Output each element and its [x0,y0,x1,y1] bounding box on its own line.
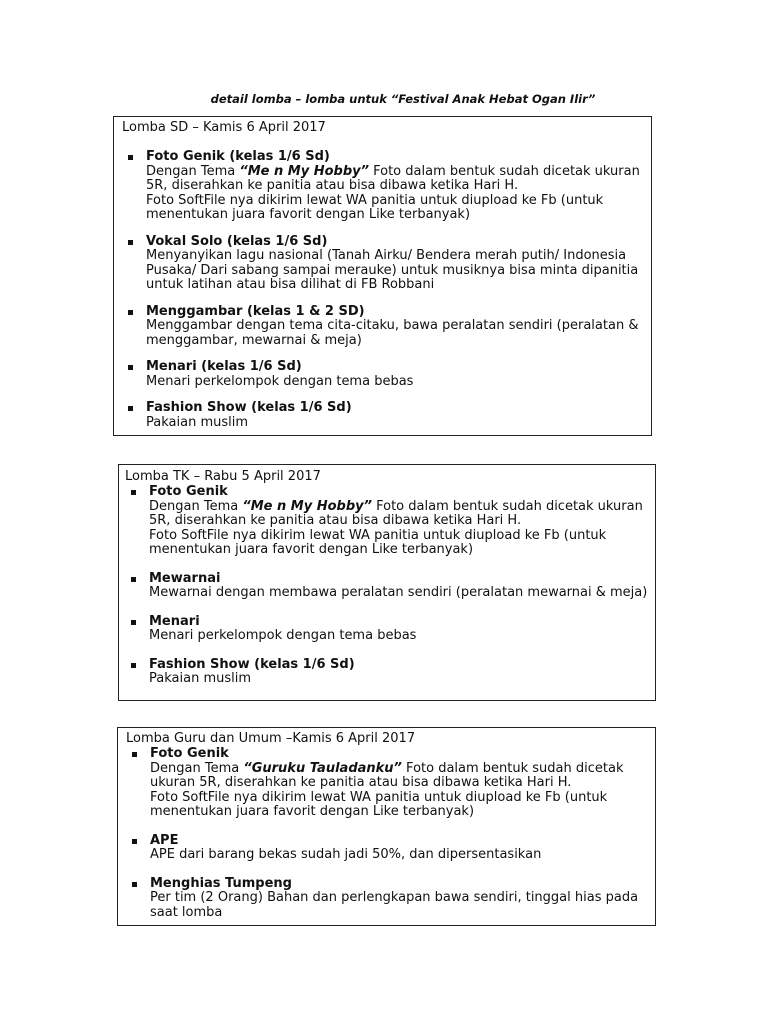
item-description-2: Foto SoftFile nya dikirim lewat WA panitia untuk diupload ke Fb (untuk menentukan juara favorit dengan Like terbanyak) [146,192,604,222]
section-header: Lomba SD – Kamis 6 April 2017 [122,120,326,135]
competition-list [125,485,655,687]
list-item [125,658,655,687]
item-description: Menggambar dengan tema cita-citaku, bawa peralatan sendiri (peralatan & menggambar, mewarnai & meja) [146,318,639,348]
competition-list [126,747,655,920]
list-item [125,615,655,644]
item-title: Menghias Tumpeng [150,875,292,891]
item-description: Dengan Tema “Me n My Hobby” Foto dalam bentuk sudah dicetak ukuran 5R, diserahkan ke panitia atau bisa dibawa ketika Hari H. [149,498,643,528]
item-title: APE [150,832,179,848]
list-item [125,572,655,601]
list-item [122,305,651,349]
section-header: Lomba TK – Rabu 5 April 2017 [125,469,321,484]
item-description: Pakaian muslim [149,671,252,686]
item-description: Menyanyikan lagu nasional (Tanah Airku/ Bendera merah putih/ Indonesia Pusaka/ Dari sabang sampai merauke) untuk musiknya bisa minta dipanitia untuk latihan atau bisa dilihat di FB Robbani [146,248,639,292]
item-description-2: Foto SoftFile nya dikirim lewat WA panitia untuk diupload ke Fb (untuk menentukan juara favorit dengan Like terbanyak) [149,527,607,557]
section-lomba-tk [118,464,656,701]
item-description: Dengan Tema “Me n My Hobby” Foto dalam bentuk sudah dicetak ukuran 5R, diserahkan ke panitia atau bisa dibawa ketika Hari H. [146,163,640,193]
document-title: detail lomba – lomba untuk “Festival Anak Hebat Ogan Ilir” [210,92,596,106]
competition-list [122,150,651,430]
item-title: Foto Genik (kelas 1/6 Sd) [146,149,330,164]
item-description: Menari perkelompok dengan tema bebas [146,373,414,389]
list-item [122,360,651,389]
item-description: Per tim (2 Orang) Bahan dan perlengkapan bawa sendiri, tinggal hias pada saat lomba [150,890,639,920]
item-title: Vokal Solo (kelas 1/6 Sd) [146,233,328,249]
item-title: Fashion Show (kelas 1/6 Sd) [146,400,352,415]
item-title: Mewarnai [149,570,221,586]
list-item [126,834,655,863]
item-description: Menari perkelompok dengan tema bebas [149,628,417,643]
list-item [125,485,655,558]
item-description: Mewarnai dengan membawa peralatan sendiri (peralatan mewarnai & meja) [149,585,648,600]
list-item [122,401,651,430]
theme-text: “Me n My Hobby” [242,498,372,514]
item-title: Menari (kelas 1/6 Sd) [146,359,302,374]
list-item [122,150,651,223]
item-title: Menggambar (kelas 1 & 2 SD) [146,303,365,319]
item-description-2: Foto SoftFile nya dikirim lewat WA panitia untuk diupload ke Fb (untuk menentukan juara favorit dengan Like terbanyak) [150,789,608,819]
section-header: Lomba Guru dan Umum –Kamis 6 April 2017 [126,731,416,746]
item-description: Pakaian muslim [146,414,249,430]
section-lomba-guru-umum [117,727,656,926]
item-title: Menari [149,613,200,629]
theme-text: “Guruku Tauladanku” [243,760,402,776]
theme-text: “Me n My Hobby” [239,163,369,179]
section-lomba-sd [113,116,652,436]
item-description: APE dari barang bekas sudah jadi 50%, dan dipersentasikan [150,847,542,862]
item-title: Fashion Show (kelas 1/6 Sd) [149,656,355,672]
list-item [126,747,655,820]
item-title: Foto Genik [150,746,229,761]
item-description: Dengan Tema “Guruku Tauladanku” Foto dalam bentuk sudah dicetak ukuran 5R, diserahkan ke panitia atau bisa dibawa ketika Hari H. [150,760,624,790]
list-item [122,235,651,293]
item-title: Foto Genik [149,484,228,499]
list-item [126,877,655,921]
